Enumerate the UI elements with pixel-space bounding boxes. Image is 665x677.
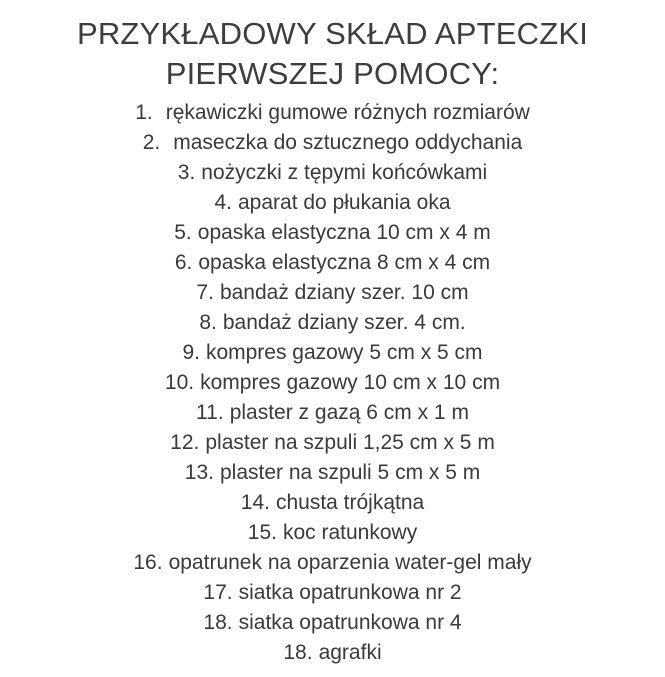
list-item [0, 278, 665, 308]
item-number: 2. [142, 131, 161, 154]
list-item [0, 248, 665, 278]
item-text: opatrunek na oparzenia water-gel mały [168, 551, 532, 574]
item-number: 4. [214, 191, 232, 214]
item-text: nożyczki z tępymi końcówkami [201, 161, 488, 184]
list-item [0, 308, 665, 338]
item-text: opaska elastyczna 8 cm x 4 cm [198, 251, 491, 274]
item-text: plaster na szpuli 1,25 cm x 5 m [205, 431, 495, 454]
list-item [0, 518, 665, 548]
title-line-2: PIERWSZEJ POMOCY: [165, 56, 500, 91]
first-aid-kit-list [0, 98, 665, 668]
list-item [0, 338, 665, 368]
item-number: 17. [203, 581, 233, 604]
item-text: aparat do płukania oka [238, 191, 451, 214]
list-item [0, 638, 665, 668]
item-number: 16. [133, 551, 163, 574]
item-number: 6. [174, 251, 193, 274]
list-item [0, 488, 665, 518]
item-text: plaster z gazą 6 cm x 1 m [229, 401, 469, 424]
list-item [0, 158, 665, 188]
list-item [0, 128, 665, 158]
list-item [0, 368, 665, 398]
list-item [0, 548, 665, 578]
item-number: 1. [135, 101, 153, 124]
item-text: kompres gazowy 5 cm x 5 cm [205, 341, 483, 364]
item-text: kompres gazowy 10 cm x 10 cm [200, 371, 501, 394]
page-title [0, 14, 665, 94]
item-number: 18. [283, 641, 313, 664]
item-text: agrafki [318, 641, 382, 664]
item-text: maseczka do sztucznego oddychania [173, 131, 523, 154]
item-text: koc ratunkowy [282, 521, 418, 544]
item-text: plaster na szpuli 5 cm x 5 m [219, 461, 481, 484]
list-item [0, 608, 665, 638]
item-number: 8. [199, 311, 217, 334]
item-text: rękawiczki gumowe różnych rozmiarów [165, 101, 530, 124]
title-line-1: PRZYKŁADOWY SKŁAD APTECZKI [76, 16, 589, 51]
item-text: opaska elastyczna 10 cm x 4 m [197, 221, 491, 244]
item-number: 3. [177, 161, 196, 184]
item-number: 11. [196, 401, 224, 424]
item-number: 15. [247, 521, 277, 544]
item-text: chusta trójkątna [275, 491, 425, 514]
item-number: 7. [196, 281, 214, 304]
item-text: siatka opatrunkowa nr 4 [238, 611, 462, 634]
item-text: siatka opatrunkowa nr 2 [238, 581, 462, 604]
list-item [0, 428, 665, 458]
item-text: bandaż dziany szer. 10 cm [219, 281, 469, 304]
item-number: 9. [182, 341, 200, 364]
item-number: 13. [184, 461, 214, 484]
list-item [0, 218, 665, 248]
item-number: 12. [170, 431, 200, 454]
item-number: 10. [164, 371, 195, 394]
item-number: 18. [203, 611, 233, 634]
item-number: 5. [174, 221, 192, 244]
list-item [0, 398, 665, 428]
list-item [0, 458, 665, 488]
item-number: 14. [240, 491, 270, 514]
item-text: bandaż dziany szer. 4 cm. [222, 311, 466, 334]
list-item [0, 578, 665, 608]
list-item [0, 98, 665, 128]
list-item [0, 188, 665, 218]
